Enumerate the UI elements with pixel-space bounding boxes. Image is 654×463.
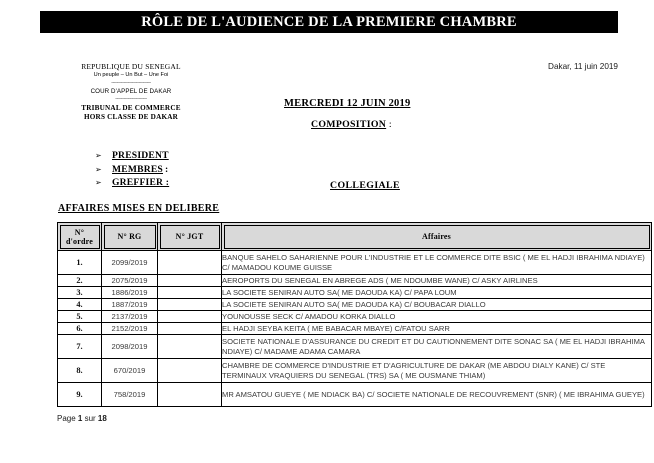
page-title: AFFAIRES MISES EN DELIBERE bbox=[58, 203, 220, 214]
table-header bbox=[58, 223, 652, 251]
letterhead-court-of-appeal: COUR D'APPEL DE DAKAR bbox=[90, 87, 172, 95]
page-footer bbox=[57, 414, 107, 423]
table-row bbox=[58, 299, 652, 311]
composition-item-membres bbox=[95, 164, 171, 178]
collegiale-label: COLLEGIALE bbox=[330, 180, 400, 191]
column-header-jgt bbox=[158, 223, 222, 251]
letterhead bbox=[56, 62, 206, 122]
cell-jgt bbox=[158, 335, 222, 359]
cell-jgt bbox=[158, 299, 222, 311]
cell-ordre: 1. bbox=[58, 251, 102, 275]
table-header-row bbox=[58, 223, 652, 251]
table-row bbox=[58, 323, 652, 335]
cell-affaire: YOUNOUSSE SECK C/ AMADOU KORKA DIALLO bbox=[222, 311, 652, 323]
arrow-bullet-icon: ➢ bbox=[95, 151, 102, 160]
composition-item-label: PRESIDENT bbox=[112, 150, 169, 161]
column-header-ordre-box bbox=[60, 225, 100, 249]
table-row bbox=[58, 335, 652, 359]
composition-item-label: GREFFIER : bbox=[112, 177, 170, 188]
footer-page-number: 1 bbox=[77, 414, 83, 423]
cell-ordre: 8. bbox=[58, 359, 102, 383]
footer-page-total: 18 bbox=[97, 414, 107, 423]
place-date: Dakar, 11 juin 2019 bbox=[548, 62, 618, 71]
cell-ordre: 4. bbox=[58, 299, 102, 311]
cell-affaire: EL HADJI SEYBA KEITA ( ME BABACAR MBAYE) C/FATOU SARR bbox=[222, 323, 652, 335]
cell-jgt bbox=[158, 323, 222, 335]
letterhead-tribunal-line-2: HORS CLASSE DE DAKAR bbox=[83, 112, 179, 121]
cell-jgt bbox=[158, 287, 222, 299]
column-header-jgt-box: N° JGT bbox=[160, 225, 220, 249]
letterhead-motto: Un peuple – Un But – Une Foi bbox=[93, 72, 169, 79]
cell-ordre: 7. bbox=[58, 335, 102, 359]
table-row bbox=[58, 311, 652, 323]
cell-ordre: 2. bbox=[58, 275, 102, 287]
table-row bbox=[58, 359, 652, 383]
column-header-affaires-box: Affaires bbox=[224, 225, 650, 249]
letterhead-republic: REPUBLIQUE DU SENEGAL bbox=[81, 62, 181, 71]
cell-ordre: 6. bbox=[58, 323, 102, 335]
cell-jgt bbox=[158, 311, 222, 323]
composition-item-president bbox=[95, 150, 171, 164]
composition-item-suffix: : bbox=[164, 163, 169, 175]
composition-list bbox=[95, 150, 171, 191]
cell-affaire: LA SOCIETE SENIRAN AUTO SA( ME DAOUDA KA) C/ BOUBACAR DIALLO bbox=[222, 299, 652, 311]
cell-ordre: 5. bbox=[58, 311, 102, 323]
cell-affaire: LA SOCIETE SENIRAN AUTO SA( ME DAOUDA KA) C/ PAPA LOUM bbox=[222, 287, 652, 299]
table-row bbox=[58, 275, 652, 287]
arrow-bullet-icon: ➢ bbox=[95, 164, 102, 174]
affaires-table bbox=[57, 222, 652, 407]
cell-ordre: 9. bbox=[58, 383, 102, 407]
cell-jgt bbox=[158, 383, 222, 407]
cell-rg: 2099/2019 bbox=[102, 251, 158, 275]
cell-rg: 2152/2019 bbox=[102, 323, 158, 335]
arrow-bullet-icon: ➢ bbox=[95, 178, 102, 187]
composition-heading bbox=[311, 119, 392, 130]
table-row bbox=[58, 287, 652, 299]
cell-rg: 1886/2019 bbox=[102, 287, 158, 299]
cell-rg: 670/2019 bbox=[102, 359, 158, 383]
cell-ordre: 3. bbox=[58, 287, 102, 299]
document-title-banner bbox=[40, 11, 618, 33]
table-body bbox=[58, 251, 652, 407]
footer-page-prefix: Page bbox=[57, 414, 78, 423]
footer-page-middle: sur bbox=[82, 414, 98, 423]
cell-rg: 2137/2019 bbox=[102, 311, 158, 323]
column-header-ordre bbox=[58, 223, 102, 251]
composition-item-label: MEMBRES bbox=[112, 163, 163, 175]
cell-affaire: BANQUE SAHELO SAHARIENNE POUR L'INDUSTRIE ET LE COMMERCE DITE BSIC ( ME EL HADJI IBRAHIMA NDIAYE) C/ MAMADOU KOUME GUISSE bbox=[222, 251, 652, 275]
composition-heading-colon: : bbox=[386, 119, 392, 130]
cell-affaire: SOCIETE NATIONALE D'ASSURANCE DU CREDIT ET DU CAUTIONNEMENT DITE SONAC SA ( ME EL HADJI IBRAHIMA NDIAYE) C/ MADAME ADAMA CAMARA bbox=[222, 335, 652, 359]
cell-jgt bbox=[158, 359, 222, 383]
cell-affaire: CHAMBRE DE COMMERCE D'INDUSTRIE ET D'AGRICULTURE DE DAKAR (ME ABDOU DIALY KANE) C/ STE TERMINAUX VRAQUIERS DU SENEGAL (TRS) SA ( ME OUSMANE THIAM) bbox=[222, 359, 652, 383]
column-header-rg bbox=[102, 223, 158, 251]
cell-affaire: AEROPORTS DU SENEGAL EN ABREGE ADS ( ME NDOUMBE WANE) C/ ASKY AIRLINES bbox=[222, 275, 652, 287]
column-header-ordre-line1: N° bbox=[74, 227, 85, 237]
cell-rg: 1887/2019 bbox=[102, 299, 158, 311]
session-date: MERCREDI 12 JUIN 2019 bbox=[284, 98, 411, 109]
column-header-rg-box: N° RG bbox=[104, 225, 156, 249]
cell-jgt bbox=[158, 251, 222, 275]
column-header-affaires bbox=[222, 223, 652, 251]
letterhead-divider-2: ----------------------- bbox=[115, 96, 147, 103]
column-header-ordre-line2: d'ordre bbox=[65, 236, 94, 246]
cell-rg: 758/2019 bbox=[102, 383, 158, 407]
document-title: RÔLE DE L'AUDIENCE DE LA PREMIERE CHAMBRE bbox=[141, 13, 517, 30]
composition-item-greffier bbox=[95, 177, 171, 191]
cell-affaire: MR AMSATOU GUEYE ( ME NDIACK BA) C/ SOCIETE NATIONALE DE RECOUVREMENT (SNR) ( ME IBRAHIMA GUEYE) bbox=[222, 383, 652, 407]
table-row bbox=[58, 383, 652, 407]
cell-rg: 2098/2019 bbox=[102, 335, 158, 359]
composition-heading-label: COMPOSITION bbox=[311, 119, 387, 130]
letterhead-divider-1: ----------------------------- bbox=[111, 80, 151, 87]
letterhead-tribunal bbox=[56, 104, 206, 123]
table-row bbox=[58, 251, 652, 275]
cell-jgt bbox=[158, 275, 222, 287]
cell-rg: 2075/2019 bbox=[102, 275, 158, 287]
letterhead-tribunal-line-1: TRIBUNAL DE COMMERCE bbox=[81, 103, 181, 112]
